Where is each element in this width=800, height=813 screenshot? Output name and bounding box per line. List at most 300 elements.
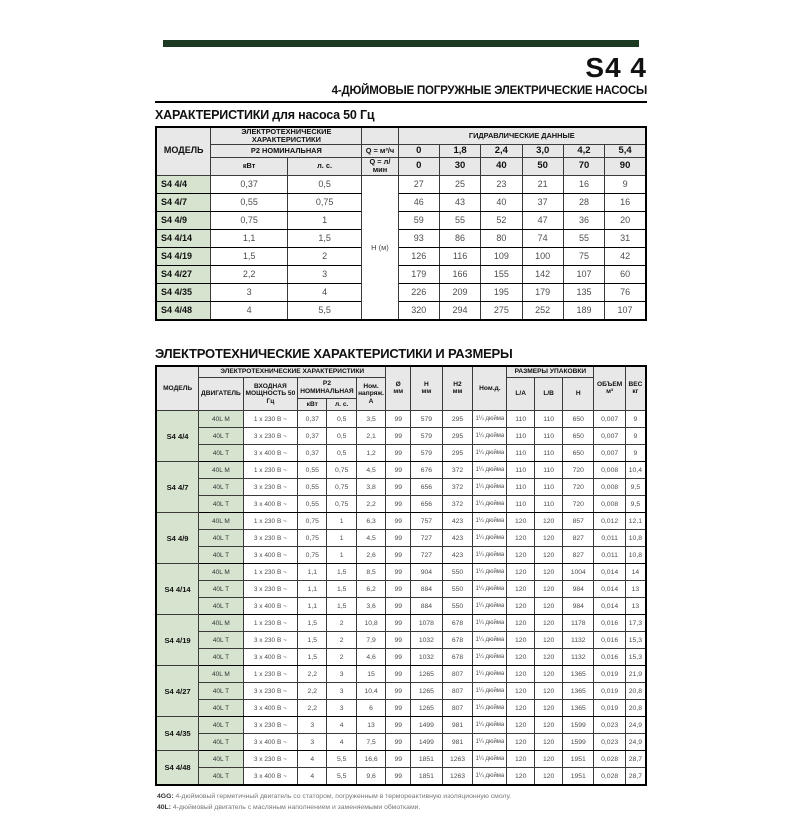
kw-cell: 3 [298, 734, 327, 751]
t1-q-lmin-label: Q = л/мин [362, 158, 398, 175]
spec-row [156, 666, 646, 683]
head-value-cell-q0: 46 [398, 193, 439, 211]
kw-cell: 1,1 [211, 229, 287, 247]
kw-cell: 0,37 [298, 445, 327, 462]
head-value-cell-q0: 59 [398, 211, 439, 229]
kw-cell: 2,2 [298, 683, 327, 700]
pack-h-cell: 1365 [563, 683, 594, 700]
kw-cell: 0,55 [298, 496, 327, 513]
mm-unit: мм [452, 388, 463, 396]
volume-cell: 0,019 [594, 666, 625, 683]
model-cell: S4 4/48 [156, 751, 199, 786]
h-cell: 1032 [411, 649, 442, 666]
diameter-cell: 99 [386, 496, 411, 513]
motor-cell: 40L T [199, 717, 244, 734]
footnote-4gg [157, 792, 647, 803]
head-value-cell-q1: 55 [439, 211, 480, 229]
page-title: S4 4 [585, 52, 647, 83]
model-cell: S4 4/14 [156, 564, 199, 615]
weight-cell: 13 [625, 581, 646, 598]
pack-lb-cell: 120 [535, 751, 563, 768]
pack-lb-cell: 120 [535, 649, 563, 666]
h2-cell: 678 [442, 615, 473, 632]
head-value-cell-q1: 209 [439, 283, 480, 301]
pack-lb-cell: 120 [535, 615, 563, 632]
nominal-diameter-cell: 1¼ дюйма [473, 700, 507, 717]
nominal-diameter-cell: 1¼ дюйма [473, 496, 507, 513]
pack-h-cell: 827 [563, 547, 594, 564]
weight-cell: 21,9 [625, 666, 646, 683]
pack-la-cell: 120 [507, 564, 535, 581]
motor-cell: 40L T [199, 683, 244, 700]
t2-col-diameter [386, 366, 411, 411]
h2-cell: 423 [442, 547, 473, 564]
volume-cell: 0,008 [594, 496, 625, 513]
hp-cell: 1,5 [327, 564, 356, 581]
pack-la-cell: 110 [507, 445, 535, 462]
nominal-diameter-cell: 1¼ дюйма [473, 462, 507, 479]
t2-col-kw: кВт [298, 399, 327, 411]
head-unit-cell: H (м) [362, 175, 398, 320]
kw-cell: 1,5 [298, 615, 327, 632]
diameter-cell: 99 [386, 479, 411, 496]
current-cell: 13 [356, 717, 385, 734]
pack-h-cell: 1599 [563, 734, 594, 751]
current-cell: 6,3 [356, 513, 385, 530]
t2-col-la: L/A [507, 378, 535, 411]
weight-cell: 10,8 [625, 530, 646, 547]
model-cell: S4 4/35 [156, 717, 199, 751]
pack-h-cell: 1365 [563, 700, 594, 717]
performance-row [156, 301, 646, 320]
pack-lb-cell: 120 [535, 768, 563, 786]
hp-cell: 1 [327, 530, 356, 547]
head-value-cell-q1: 43 [439, 193, 480, 211]
h2-cell: 981 [442, 734, 473, 751]
diameter-cell: 99 [386, 632, 411, 649]
h2-cell: 423 [442, 530, 473, 547]
nominal-diameter-cell: 1¼ дюйма [473, 632, 507, 649]
t1-q-m3h-2: 2,4 [481, 145, 522, 158]
kw-cell: 1,1 [298, 581, 327, 598]
kw-cell: 3 [298, 717, 327, 734]
h2-cell: 295 [442, 445, 473, 462]
t2-col-lb: L/B [535, 378, 563, 411]
current-cell: 3,5 [356, 411, 385, 428]
weight-cell: 15,3 [625, 649, 646, 666]
hp-cell: 0,5 [287, 175, 361, 193]
pack-h-cell: 1004 [563, 564, 594, 581]
performance-row [156, 247, 646, 265]
hp-cell: 2 [327, 615, 356, 632]
kg-unit: кг [632, 388, 639, 396]
current-cell: 8,5 [356, 564, 385, 581]
kw-cell: 1,5 [298, 632, 327, 649]
head-value-cell-q1: 86 [439, 229, 480, 247]
volume-cell: 0,014 [594, 598, 625, 615]
nominal-diameter-cell: 1¼ дюйма [473, 547, 507, 564]
current-cell: 3,6 [356, 598, 385, 615]
voltage-cell: 1 x 230 В ~ [243, 564, 297, 581]
pack-la-cell: 120 [507, 632, 535, 649]
nominal-diameter-cell: 1¼ дюйма [473, 428, 507, 445]
spec-row [156, 581, 646, 598]
volume-cell: 0,016 [594, 632, 625, 649]
pack-lb-cell: 120 [535, 666, 563, 683]
voltage-cell: 3 x 400 В ~ [243, 768, 297, 786]
volume-cell: 0,016 [594, 615, 625, 632]
spec-row [156, 751, 646, 768]
hp-cell: 1,5 [327, 598, 356, 615]
h2-cell: 372 [442, 496, 473, 513]
hp-cell: 3 [287, 265, 361, 283]
spec-row [156, 411, 646, 428]
current-cell: 4,6 [356, 649, 385, 666]
pack-h-cell: 1951 [563, 751, 594, 768]
volume-cell: 0,008 [594, 462, 625, 479]
content-column [155, 0, 647, 813]
voltage-cell: 3 x 230 В ~ [243, 428, 297, 445]
nominal-diameter-cell: 1¼ дюйма [473, 445, 507, 462]
spec-row [156, 649, 646, 666]
motor-cell: 40L T [199, 632, 244, 649]
brand-bar [163, 40, 639, 47]
weight-cell: 28,7 [625, 751, 646, 768]
h2-cell: 295 [442, 411, 473, 428]
kw-cell: 4 [298, 768, 327, 786]
pack-lb-cell: 110 [535, 462, 563, 479]
hp-cell: 0,75 [327, 479, 356, 496]
diameter-cell: 99 [386, 768, 411, 786]
head-value-cell-q0: 320 [398, 301, 439, 320]
pack-la-cell: 120 [507, 581, 535, 598]
hp-cell: 5,5 [327, 751, 356, 768]
hp-cell: 1 [327, 547, 356, 564]
current-cell: 9,6 [356, 768, 385, 786]
weight-cell: 10,4 [625, 462, 646, 479]
head-value-cell-q0: 93 [398, 229, 439, 247]
h-cell: 1078 [411, 615, 442, 632]
weight-cell: 9 [625, 428, 646, 445]
pack-h-cell: 1132 [563, 649, 594, 666]
volume-cell: 0,012 [594, 513, 625, 530]
pack-lb-cell: 110 [535, 496, 563, 513]
head-value-cell-q0: 179 [398, 265, 439, 283]
weight-cell: 10,8 [625, 547, 646, 564]
h2-cell: 678 [442, 632, 473, 649]
current-cell: 6 [356, 700, 385, 717]
t2-col-weight [625, 366, 646, 411]
weight-cell: 17,3 [625, 615, 646, 632]
current-cell: 10,8 [356, 615, 385, 632]
diameter-cell: 99 [386, 683, 411, 700]
pack-h-cell: 720 [563, 496, 594, 513]
t1-q-m3h-5: 5,4 [605, 145, 646, 158]
nominal-diameter-cell: 1¼ дюйма [473, 598, 507, 615]
t1-q-lmin-0: 0 [398, 158, 439, 175]
weight-cell: 28,7 [625, 768, 646, 786]
model-cell: S4 4/35 [156, 283, 211, 301]
nominal-diameter-cell: 1¼ дюйма [473, 649, 507, 666]
model-cell: S4 4/27 [156, 666, 199, 717]
volume-cell: 0,019 [594, 700, 625, 717]
nominal-diameter-cell: 1¼ дюйма [473, 734, 507, 751]
diameter-cell: 99 [386, 564, 411, 581]
head-value-cell-q1: 116 [439, 247, 480, 265]
footnotes [155, 792, 647, 813]
h-cell: 727 [411, 547, 442, 564]
h-cell: 1265 [411, 683, 442, 700]
pack-la-cell: 120 [507, 734, 535, 751]
voltage-cell: 1 x 230 В ~ [243, 615, 297, 632]
pack-h-cell: 1951 [563, 768, 594, 786]
h-cell: 579 [411, 445, 442, 462]
diameter-cell: 99 [386, 428, 411, 445]
head-value-cell-q2: 52 [481, 211, 522, 229]
performance-row [156, 175, 646, 193]
head-value-cell-q5: 20 [605, 211, 646, 229]
kw-cell: 0,37 [298, 411, 327, 428]
head-value-cell-q5: 60 [605, 265, 646, 283]
voltage-cell: 3 x 230 В ~ [243, 530, 297, 547]
weight-label: ВЕС [628, 380, 643, 388]
t2-col-electro: ЭЛЕКТРОТЕХНИЧЕСКИЕ ХАРАКТЕРИСТИКИ [199, 366, 386, 378]
kw-cell: 0,75 [298, 530, 327, 547]
motor-cell: 40L M [199, 666, 244, 683]
voltage-cell: 1 x 230 В ~ [243, 513, 297, 530]
model-cell: S4 4/19 [156, 247, 211, 265]
hp-cell: 4 [287, 283, 361, 301]
current-cell: 7,5 [356, 734, 385, 751]
hp-cell: 0,5 [327, 428, 356, 445]
current-cell: 3,8 [356, 479, 385, 496]
pack-la-cell: 120 [507, 666, 535, 683]
spec-row [156, 683, 646, 700]
footnote-40l [157, 803, 647, 813]
h-cell: 1499 [411, 717, 442, 734]
spec-row [156, 615, 646, 632]
current-cell: 15 [356, 666, 385, 683]
performance-row [156, 283, 646, 301]
hp-cell: 3 [327, 700, 356, 717]
model-cell: S4 4/9 [156, 211, 211, 229]
spec-row [156, 513, 646, 530]
pack-lb-cell: 120 [535, 598, 563, 615]
hp-cell: 0,75 [327, 462, 356, 479]
pack-la-cell: 120 [507, 649, 535, 666]
footnote-text: 4-дюймовый герметичный двигатель со статором, погруженным в термореактивную изоляционную смолу. [175, 793, 512, 801]
t1-q-lmin-3: 50 [522, 158, 563, 175]
spec-row [156, 700, 646, 717]
diameter-cell: 99 [386, 445, 411, 462]
spec-row [156, 530, 646, 547]
h-cell: 656 [411, 496, 442, 513]
pack-la-cell: 120 [507, 768, 535, 786]
pack-la-cell: 110 [507, 411, 535, 428]
motor-cell: 40L M [199, 513, 244, 530]
nominal-diameter-cell: 1¼ дюйма [473, 513, 507, 530]
t1-col-p2: P2 НОМИНАЛЬНАЯ [211, 145, 362, 158]
pump-performance-table [155, 126, 647, 321]
weight-cell: 9 [625, 411, 646, 428]
spec-row [156, 547, 646, 564]
weight-cell: 24,9 [625, 717, 646, 734]
voltage-cell: 3 x 230 В ~ [243, 632, 297, 649]
head-value-cell-q3: 100 [522, 247, 563, 265]
current-cell: 1,2 [356, 445, 385, 462]
motor-cell: 40L T [199, 530, 244, 547]
pack-lb-cell: 110 [535, 428, 563, 445]
pack-h-cell: 1178 [563, 615, 594, 632]
h2-cell: 1263 [442, 768, 473, 786]
current-cell: 6,2 [356, 581, 385, 598]
head-value-cell-q4: 75 [563, 247, 604, 265]
volume-cell: 0,028 [594, 751, 625, 768]
voltage-cell: 3 x 230 В ~ [243, 479, 297, 496]
voltage-cell: 1 x 230 В ~ [243, 666, 297, 683]
head-value-cell-q0: 27 [398, 175, 439, 193]
t1-q-m3h-3: 3,0 [522, 145, 563, 158]
kw-cell: 0,55 [211, 193, 287, 211]
kw-cell: 4 [211, 301, 287, 320]
head-value-cell-q3: 252 [522, 301, 563, 320]
hp-cell: 0,75 [287, 193, 361, 211]
model-cell: S4 4/14 [156, 229, 211, 247]
motor-cell: 40L T [199, 496, 244, 513]
head-value-cell-q5: 9 [605, 175, 646, 193]
pack-la-cell: 110 [507, 496, 535, 513]
mm-unit: мм [421, 388, 432, 396]
volume-cell: 0,007 [594, 411, 625, 428]
h-cell: 579 [411, 428, 442, 445]
section2-heading: ЭЛЕКТРОТЕХНИЧЕСКИЕ ХАРАКТЕРИСТИКИ И РАЗМЕРЫ [155, 345, 513, 361]
spec-row [156, 717, 646, 734]
diameter-cell: 99 [386, 649, 411, 666]
current-cell: 2,6 [356, 547, 385, 564]
t2-body [156, 411, 646, 786]
pack-la-cell: 120 [507, 513, 535, 530]
h-cell: 1032 [411, 632, 442, 649]
kw-cell: 0,75 [298, 547, 327, 564]
head-value-cell-q3: 142 [522, 265, 563, 283]
pack-h-cell: 827 [563, 530, 594, 547]
head-value-cell-q2: 80 [481, 229, 522, 247]
model-cell: S4 4/9 [156, 513, 199, 564]
current-cell: 7,9 [356, 632, 385, 649]
weight-cell: 20,8 [625, 700, 646, 717]
h-cell: 727 [411, 530, 442, 547]
kw-cell: 2,2 [298, 700, 327, 717]
t2-col-model: МОДЕЛЬ [156, 366, 199, 411]
voltage-cell: 3 x 400 В ~ [243, 734, 297, 751]
head-value-cell-q5: 42 [605, 247, 646, 265]
h2-cell: 295 [442, 428, 473, 445]
hp-cell: 2 [327, 649, 356, 666]
model-cell: S4 4/7 [156, 193, 211, 211]
pack-la-cell: 120 [507, 598, 535, 615]
head-value-cell-q5: 31 [605, 229, 646, 247]
pack-la-cell: 110 [507, 479, 535, 496]
hp-cell: 0,5 [327, 445, 356, 462]
current-cell: 2,2 [356, 496, 385, 513]
spec-row [156, 632, 646, 649]
h2-cell: 550 [442, 564, 473, 581]
h-label: H [424, 380, 429, 388]
h-cell: 656 [411, 479, 442, 496]
pack-h-cell: 1132 [563, 632, 594, 649]
hp-cell: 2 [327, 632, 356, 649]
diameter-cell: 99 [386, 734, 411, 751]
h2-cell: 550 [442, 598, 473, 615]
h2-cell: 1263 [442, 751, 473, 768]
spec-row [156, 564, 646, 581]
nominal-diameter-cell: 1¼ дюйма [473, 615, 507, 632]
t1-q-lmin-2: 40 [481, 158, 522, 175]
head-value-cell-q4: 16 [563, 175, 604, 193]
hp-cell: 0,75 [327, 496, 356, 513]
volume-cell: 0,016 [594, 649, 625, 666]
spec-row [156, 462, 646, 479]
mm-unit: мм [393, 388, 404, 396]
t2-col-input-power: ВХОДНАЯ МОЩНОСТЬ 50 Гц [243, 378, 297, 411]
h-cell: 884 [411, 598, 442, 615]
motor-cell: 40L T [199, 581, 244, 598]
h-cell: 1851 [411, 751, 442, 768]
voltage-cell: 3 x 400 В ~ [243, 649, 297, 666]
motor-cell: 40L T [199, 428, 244, 445]
weight-cell: 14 [625, 564, 646, 581]
performance-row [156, 265, 646, 283]
weight-cell: 9,5 [625, 479, 646, 496]
performance-row [156, 193, 646, 211]
head-value-cell-q3: 74 [522, 229, 563, 247]
page-subtitle: 4-ДЮЙМОВЫЕ ПОГРУЖНЫЕ ЭЛЕКТРИЧЕСКИЕ НАСОСЫ [155, 85, 647, 103]
h-cell: 1851 [411, 768, 442, 786]
t1-body [156, 175, 646, 320]
model-cell: S4 4/4 [156, 175, 211, 193]
t1-col-model: МОДЕЛЬ [156, 127, 211, 175]
diameter-cell: 99 [386, 462, 411, 479]
spec-row [156, 598, 646, 615]
weight-cell: 9 [625, 445, 646, 462]
diameter-cell: 99 [386, 411, 411, 428]
m3-unit: м³ [606, 388, 614, 396]
volume-cell: 0,014 [594, 581, 625, 598]
t2-col-p2: P2 НОМИНАЛЬНАЯ [298, 378, 357, 399]
spec-row [156, 428, 646, 445]
volume-cell: 0,019 [594, 683, 625, 700]
nominal-diameter-cell: 1¼ дюйма [473, 683, 507, 700]
diameter-cell: 99 [386, 717, 411, 734]
kw-cell: 0,55 [298, 462, 327, 479]
motor-cell: 40L M [199, 411, 244, 428]
h2-cell: 678 [442, 649, 473, 666]
h-cell: 1265 [411, 700, 442, 717]
head-value-cell-q3: 47 [522, 211, 563, 229]
pack-lb-cell: 110 [535, 479, 563, 496]
t1-q-m3h-1: 1,8 [439, 145, 480, 158]
weight-cell: 12,1 [625, 513, 646, 530]
hp-cell: 1,5 [287, 229, 361, 247]
spec-row [156, 768, 646, 786]
volume-cell: 0,011 [594, 547, 625, 564]
voltage-cell: 3 x 230 В ~ [243, 751, 297, 768]
pack-lb-cell: 120 [535, 700, 563, 717]
pack-la-cell: 110 [507, 428, 535, 445]
head-value-cell-q5: 76 [605, 283, 646, 301]
h2-cell: 550 [442, 581, 473, 598]
model-cell: S4 4/27 [156, 265, 211, 283]
